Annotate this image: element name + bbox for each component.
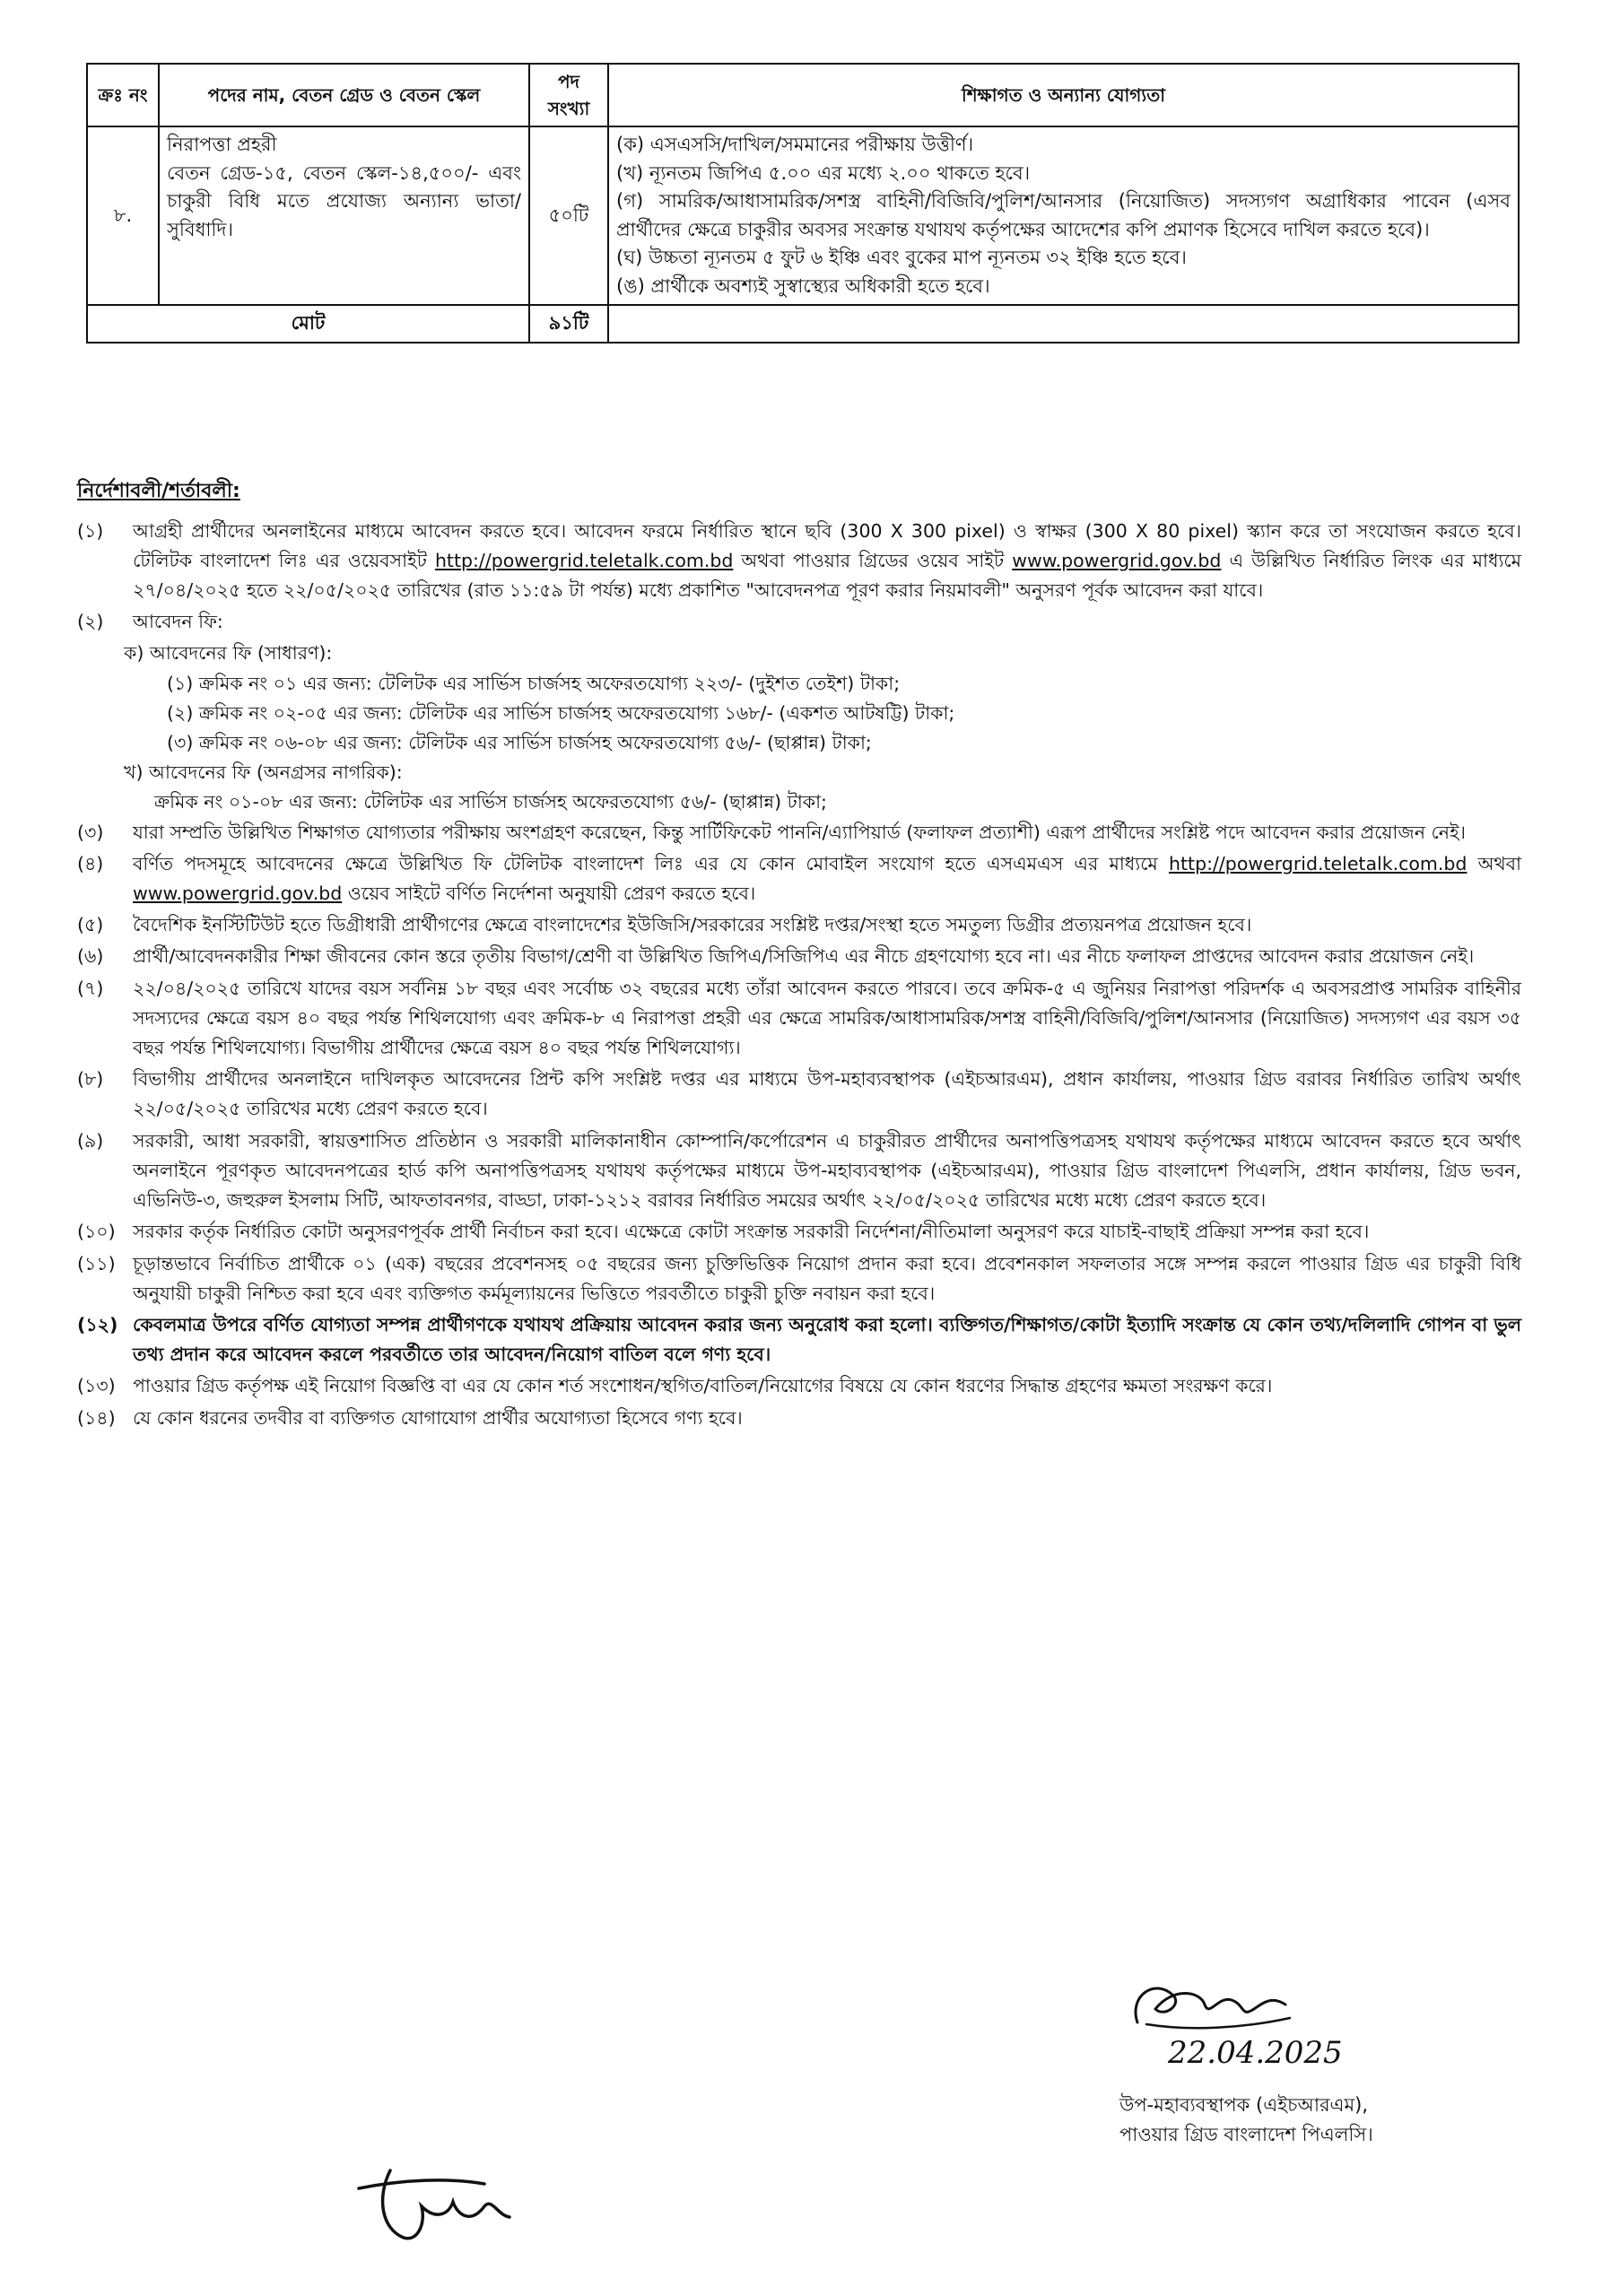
- item-text-part: বর্ণিত পদসমূহে আবেদনের ক্ষেত্রে উল্লিখিত ফি টেলিটক বাংলাদেশ লিঃ এর যে কোন মোবাইল সংযোগ হতে এসএমএস এর মাধ্যমে: [133, 852, 1158, 874]
- header-serial: ক্রঃ নং: [87, 64, 159, 126]
- instruction-item: [77, 849, 1521, 909]
- item-number: (৬): [77, 945, 104, 968]
- fee-line: (২) ক্রমিক নং ০২-০৫ এর জন্য: টেলিটক এর সার্ভিস চার্জসহ অফেরতযোগ্য ১৬৮/- (একশত আটষট্টি) টাকা;: [167, 701, 955, 724]
- qualification-e: (ঙ) প্রার্থীকে অবশ্যই সুস্বাস্থ্যের অধিকারী হতে হবে।: [616, 274, 990, 297]
- item-text-part: অথবা পাওয়ার গ্রিডের ওয়েব সাইট: [741, 549, 1005, 571]
- item-number: (১৪): [77, 1406, 116, 1429]
- header-count: পদ সংখ্যা: [529, 64, 608, 126]
- qualification-b: (খ) ন্যূনতম জিপিএ ৫.০০ এর মধ্যে ২.০০ থাকতে হবে।: [616, 161, 1031, 184]
- instruction-item: [77, 974, 1521, 1064]
- item-text-part: এ উল্লিখিত নির্ধারিত লিংক এর মাধ্যমে ২৭/০৪/২০২৫ হতে ২২/০৫/২০২৫ তারিখের (রাত ১১:৫৯ টা পর্যন্ত) মধ্যে প্রকাশিত "আবেদনপত্র পূরণ করার নিয়মাবলী" অনুসরণ পূর্বক আবেদন করা যাবে।: [133, 549, 1522, 602]
- instruction-item: [77, 1126, 1521, 1216]
- requirements-table: [86, 63, 1520, 344]
- handwritten-signature: [1119, 1969, 1299, 2040]
- item-number: (১৩): [77, 1375, 116, 1397]
- row-count: ৫০টি: [529, 126, 608, 305]
- item-number: (৭): [77, 977, 104, 999]
- qualification-a: (ক) এসএসসি/দাখিল/সমমানের পরীক্ষায় উত্তীর্ণ।: [616, 134, 974, 155]
- item-number: (৯): [77, 1129, 104, 1152]
- initial-signature: [350, 2152, 520, 2255]
- item-text: বিভাগীয় প্রার্থীদের অনলাইনে দাখিলকৃত আবেদনের প্রিন্ট কপি সংশ্লিষ্ট দপ্তর এর মাধ্যমে উপ-মহাব্যবস্থাপক (এইচআরএম), প্রধান কার্যালয়, পাওয়ার গ্রিড বরাবর নির্ধারিত তারিখ অর্থাৎ ২২/০৫/২০২৫ তারিখের মধ্যে প্রেরণ করতে হবে।: [133, 1068, 1521, 1120]
- item-text: পাওয়ার গ্রিড কর্তৃপক্ষ এই নিয়োগ বিজ্ঞপ্তি বা এর যে কোন শর্ত সংশোধন/স্থগিত/বাতিল/নিয়োগের বিষয়ে যে কোন ধরণের সিদ্ধান্ত গ্রহণের ক্ষমতা সংরক্ষণ করে।: [133, 1375, 1273, 1397]
- fee-general-heading: ক) আবেদনের ফি (সাধারণ):: [124, 642, 333, 665]
- item-text: [133, 849, 1521, 909]
- fee-line: (১) ক্রমিক নং ০১ এর জন্য: টেলিটক এর সার্ভিস চার্জসহ অফেরতযোগ্য ২২৩/- (দুইশত তেইশ) টাকা;: [167, 672, 901, 694]
- item-number: (২): [77, 611, 104, 633]
- post-pay: বেতন গ্রেড-১৫, বেতন স্কেল-১৪,৫০০/- এবং চাকুরী বিধি মতে প্রযোজ্য অন্যান্য ভাতা/সুবিধাদি।: [167, 161, 521, 240]
- header-qualification: শিক্ষাগত ও অন্যান্য যোগ্যতা: [608, 64, 1519, 126]
- row-serial: ৮.: [87, 126, 159, 305]
- instruction-item: [77, 1217, 1521, 1247]
- item-number: (৫): [77, 914, 104, 936]
- fee-line: (৩) ক্রমিক নং ০৬-০৮ এর জন্য: টেলিটক এর সার্ভিস চার্জসহ অফেরতযোগ্য ৫৬/- (ছাপ্পান্ন) টাকা;: [167, 732, 872, 754]
- instruction-item: [77, 942, 1521, 971]
- item-text: আবেদন ফি:: [133, 611, 223, 633]
- instruction-item: [77, 1310, 1521, 1370]
- instruction-item: [77, 1065, 1521, 1124]
- item-text: বৈদেশিক ইনস্টিটিউট হতে ডিগ্রীধারী প্রার্থীগণের ক্ষেত্রে বাংলাদেশের ইউজিসি/সরকারের সংশ্লিষ্ট দপ্তর/সংস্থা হতে সমতুল্য ডিগ্রীর প্রত্যয়নপত্র প্রয়োজন হবে।: [133, 914, 1252, 936]
- item-text: সরকারী, আধা সরকারী, স্বায়ত্তশাসিত প্রতিষ্ঠান ও সরকারী মালিকানাধীন কোম্পানি/কর্পোরেশন এ চাকুরীরত প্রার্থীদের অনাপত্তিপত্রসহ যথাযথ কর্তৃপক্ষের মাধ্যমে আবেদন করতে হবে অর্থাৎ অনলাইনে পূরণকৃত আবেদনপত্রের হার্ড কপি অনাপত্তিপত্রসহ যথাযথ কর্তৃপক্ষের মাধ্যমে উপ-মহাব্যবস্থাপক (এইচআরএম), পাওয়ার গ্রিড বাংলাদেশ পিএলসি, প্রধান কার্যালয়, গ্রিড ভবন, এভিনিউ-৩, জহুরুল ইসলাম সিটি, আফতাবনগর, বাড্ডা, ঢাকা-১২১২ বরাবর নির্ধারিত সময়ের অর্থাৎ ২২/০৫/২০২৫ তারিখের মধ্যে মধ্যে প্রেরণ করতে হবে।: [133, 1129, 1521, 1212]
- row-qualification: [608, 126, 1519, 305]
- instruction-item: [77, 607, 1521, 637]
- item-text: [133, 517, 1521, 606]
- qualification-c: (গ) সামরিক/আধাসামরিক/সশস্ত্র বাহিনী/বিজিবি/পুলিশ/আনসার (নিয়োজিত) সদস্যগণ অগ্রাধিকার পাবেন (এসব প্রার্থীদের ক্ষেত্রে চাকুরীর অবসর সংক্রান্ত যথাযথ কর্তৃপক্ষের আদেশের কপি প্রমাণক হিসেবে দাখিল করতে হবে)।: [616, 190, 1511, 240]
- total-value: ৯১টি: [529, 305, 608, 343]
- item-text-part: অথবা: [1477, 852, 1521, 874]
- teletalk-link[interactable]: http://powergrid.teletalk.com.bd: [1169, 852, 1468, 874]
- total-row: [87, 305, 1519, 343]
- signatory-designation: উপ-মহাব্যবস্থাপক (এইচআরএম),: [1119, 2094, 1369, 2116]
- item-text-part: আগ্রহী প্রার্থীদের অনলাইনের মাধ্যমে আবেদন করতে হবে। আবেদন ফরমে নির্ধারিত স্থানে ছবি (300 X 300 pixel) ও স্বাক্ষর (300 X 80 pixel) স্ক্যান করে তা সংযোজন করতে হবে। টেলিটক বাংলাদেশ লিঃ এর ওয়েবসাইট: [133, 519, 1521, 571]
- item-number: (৩): [77, 821, 104, 843]
- row-post: [159, 126, 529, 305]
- teletalk-link[interactable]: http://powergrid.teletalk.com.bd: [434, 549, 734, 571]
- item-number: (১১): [77, 1252, 116, 1274]
- item-text: যে কোন ধরনের তদবীর বা ব্যক্তিগত যোগাযোগ প্রার্থীর অযোগ্যতা হিসেবে গণ্য হবে।: [133, 1406, 743, 1429]
- signature-date: 22.04.2025: [1168, 2035, 1343, 2071]
- instruction-item: [77, 1404, 1521, 1433]
- item-number: (১২): [77, 1313, 118, 1335]
- item-text-part: ওয়েব সাইটে বর্ণিত নির্দেশনা অনুযায়ী প্রেরণ করতে হবে।: [347, 883, 756, 905]
- item-number: (৮): [77, 1068, 104, 1091]
- total-empty-cell: [608, 305, 1519, 343]
- item-text: প্রার্থী/আবেদনকারীর শিক্ষা জীবনের কোন স্তরে তৃতীয় বিভাগ/শ্রেণী বা উল্লিখিত জিপিএ/সিজিপিএ এর নীচে গ্রহণযোগ্য হবে না। এর নীচে ফলাফল প্রাপ্তদের আবেদন করার প্রয়োজন নেই।: [133, 945, 1475, 968]
- item-text: যারা সম্প্রতি উল্লিখিত শিক্ষাগত যোগ্যতার পরীক্ষায় অংশগ্রহণ করেছেন, কিন্তু সার্টিফিকেট পাননি/এ্যাপিয়ার্ড (ফলাফল প্রত্যাশী) এরূপ প্রার্থীদের সংশ্লিষ্ট পদে আবেদন করার প্রয়োজন নেই।: [133, 821, 1467, 843]
- powergrid-link[interactable]: www.powergrid.gov.bd: [133, 883, 343, 905]
- item-text: কেবলমাত্র উপরে বর্ণিত যোগ্যতা সম্পন্ন প্রার্থীগণকে যথাযথ প্রক্রিয়ায় আবেদন করার জন্য অনুরোধ করা হলো। ব্যক্তিগত/শিক্ষাগত/কোটা ইত্যাদি সংক্রান্ত যে কোন তথ্য/দলিলাদি গোপন বা ভুল তথ্য প্রদান করে আবেদন করলে পরবর্তীতে তার আবেদন/নিয়োগ বাতিল বলে গণ্য হবে।: [133, 1313, 1521, 1366]
- item-text: চূড়ান্তভাবে নির্বাচিত প্রার্থীকে ০১ (এক) বছরের প্রবেশনসহ ০৫ বছরের জন্য চুক্তিভিত্তিক নিয়োগ প্রদান করা হবে। প্রবেশনকাল সফলতার সঙ্গে সম্পন্ন করলে পাওয়ার গ্রিড এর চাকুরী বিধি অনুযায়ী চাকুরী নিশ্চিত করা হবে এবং ব্যক্তিগত কর্মমূল্যায়নের ভিত্তিতে পরবর্তীতে চাকুরী চুক্তি নবায়ন করা হবে।: [133, 1252, 1521, 1304]
- instruction-item: [77, 517, 1521, 606]
- signatory-block: [1119, 1969, 1532, 2149]
- fee-line: ক্রমিক নং ০১-০৮ এর জন্য: টেলিটক এর সার্ভিস চার্জসহ অফেরতযোগ্য ৫৬/- (ছাপ্পান্ন) টাকা;: [154, 791, 827, 813]
- item-number: (৪): [77, 852, 104, 874]
- fee-backward-heading: খ) আবেদনের ফি (অনগ্রসর নাগরিক):: [124, 761, 403, 784]
- handwritten-initial: [350, 2152, 520, 2251]
- signatory-organization: পাওয়ার গ্রিড বাংলাদেশ পিএলসি।: [1119, 2123, 1373, 2145]
- qualification-d: (ঘ) উচ্চতা ন্যূনতম ৫ ফুট ৬ ইঞ্চি এবং বুকের মাপ ন্যূনতম ৩২ ইঞ্চি হতে হবে।: [616, 247, 1187, 268]
- instruction-item: [77, 1371, 1521, 1401]
- item-text: ২২/০৪/২০২৫ তারিখে যাদের বয়স সর্বনিম্ন ১৮ বছর এবং সর্বোচ্চ ৩২ বছরের মধ্যে তাঁরা আবেদন করতে পারবে। তবে ক্রমিক-৫ এ জুনিয়র নিরাপত্তা পরিদর্শক এ অবসরপ্রাপ্ত সামরিক বাহিনীর সদস্যদের ক্ষেত্রে বয়স ৪০ বছর পর্যন্ত শিথিলযোগ্য এবং ক্রমিক-৮ এ নিরাপত্তা প্রহরী এর ক্ষেত্রে সামরিক/আধাসামরিক/সশস্ত্র বাহিনী/বিজিবি/পুলিশ/আনসার (নিয়োজিত) সদস্যগণ এর বয়স ৩৫ বছর পর্যন্ত শিথিলযোগ্য। বিভাগীয় প্রার্থীদের ক্ষেত্রে বয়স ৪০ বছর পর্যন্ত শিথিলযোগ্য।: [133, 977, 1521, 1059]
- instructions-title: নির্দেশাবলী/শর্তাবলী:: [77, 480, 240, 502]
- instruction-item: [77, 818, 1521, 848]
- total-label: মোট: [87, 305, 529, 343]
- table-header-row: [87, 64, 1519, 126]
- instruction-item: [77, 1249, 1521, 1309]
- instruction-item: [77, 910, 1521, 940]
- post-name: নিরাপত্তা প্রহরী: [167, 134, 277, 155]
- item-text: সরকার কর্তৃক নির্ধারিত কোটা অনুসরণপূর্বক প্রার্থী নির্বাচন করা হবে। এক্ষেত্রে কোটা সংক্রান্ত সরকারী নির্দেশনা/নীতিমালা অনুসরণ করে যাচাই-বাছাই প্রক্রিয়া সম্পন্ন করা হবে।: [133, 1221, 1370, 1243]
- item-number: (১০): [77, 1221, 116, 1243]
- item-number: (১): [77, 519, 104, 542]
- header-post: পদের নাম, বেতন গ্রেড ও বেতন স্কেল: [159, 64, 529, 126]
- powergrid-link[interactable]: www.powergrid.gov.bd: [1012, 549, 1222, 571]
- table-row: [87, 126, 1519, 305]
- instructions-section: [77, 475, 1521, 1435]
